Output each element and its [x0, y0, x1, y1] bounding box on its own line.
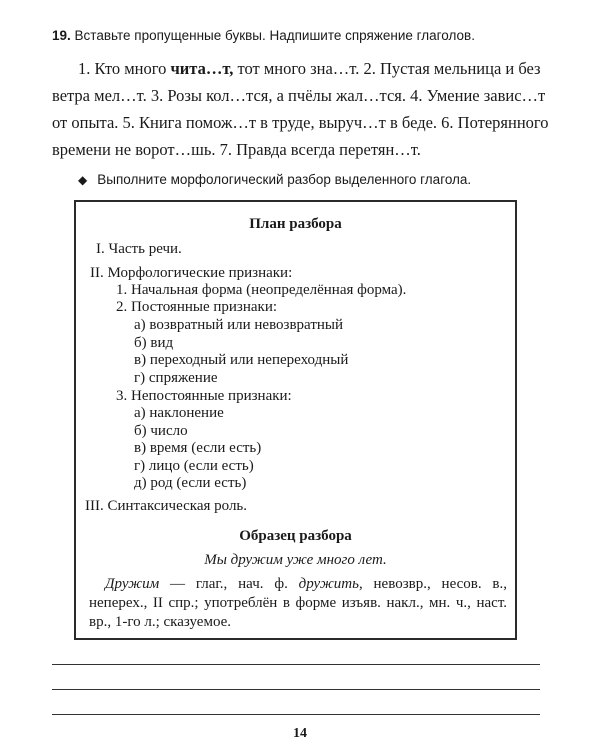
- plan-item: в) время (если есть): [134, 440, 262, 456]
- plan-item: I. Часть речи.: [96, 241, 182, 257]
- plan-item: б) число: [134, 423, 188, 439]
- highlighted-verb: чита…т,: [170, 59, 234, 78]
- task-number: 19.: [52, 28, 71, 43]
- plan-item: 1. Начальная форма (неопределённая форма).: [116, 282, 407, 298]
- plan-item: а) наклонение: [134, 405, 224, 421]
- plan-item: д) род (если есть): [134, 475, 247, 491]
- diamond-icon: ◆: [78, 173, 88, 187]
- task-header: [52, 28, 475, 43]
- sample-infinitive: дружить: [298, 576, 359, 592]
- answer-line[interactable]: [52, 714, 540, 715]
- sample-word: Дружим: [105, 576, 160, 592]
- exercise-text-start: 1. Кто много: [78, 59, 171, 78]
- sample-parse-text: [89, 575, 507, 632]
- plan-title: План разбора: [249, 216, 342, 232]
- plan-item: III. Синтаксическая роль.: [85, 498, 248, 514]
- task-instruction: Вставьте пропущенные буквы. Надпишите спряжение глаголов.: [74, 28, 475, 43]
- sample-text-part: , невозвр., несов. в., неперех., II спр.; употреблён в форме изъяв. накл., мн. ч., наст. вр., 1-го л.; сказуемое.: [89, 576, 507, 630]
- plan-item: в) переходный или непереходный: [134, 352, 349, 368]
- sample-title: Образец разбора: [239, 528, 352, 544]
- plan-item: II. Морфологические признаки:: [90, 265, 293, 281]
- plan-item: а) возвратный или невозвратный: [134, 317, 344, 333]
- sample-sentence: Мы дружим уже много лет.: [204, 552, 387, 568]
- exercise-text-rest: тот много зна…т. 2. Пустая мельница и без ветра мел…т. 3. Розы кол…тся, а пчёлы жал…тся. 4. Умение завис…т от опыта. 5. Книга помож…т в труде, выруч…т в беде. 6. Потерянного времени не ворот…шь. 7. Правда всегда перетян…т.: [52, 59, 549, 159]
- plan-item: г) лицо (если есть): [134, 458, 254, 474]
- plan-item: 3. Непостоянные признаки:: [116, 388, 292, 404]
- plan-item: б) вид: [134, 335, 174, 351]
- answer-line[interactable]: [52, 689, 540, 690]
- parse-instruction: [78, 172, 471, 187]
- sample-text-part: — глаг., нач. ф.: [159, 576, 299, 592]
- plan-item: г) спряжение: [134, 370, 218, 386]
- parse-plan-box: [74, 200, 517, 640]
- parse-instruction-text: Выполните морфологический разбор выделенного глагола.: [97, 172, 472, 187]
- answer-line[interactable]: [52, 664, 540, 665]
- exercise-text: [52, 55, 554, 163]
- plan-item: 2. Постоянные признаки:: [116, 299, 278, 315]
- page-number: 14: [293, 726, 307, 741]
